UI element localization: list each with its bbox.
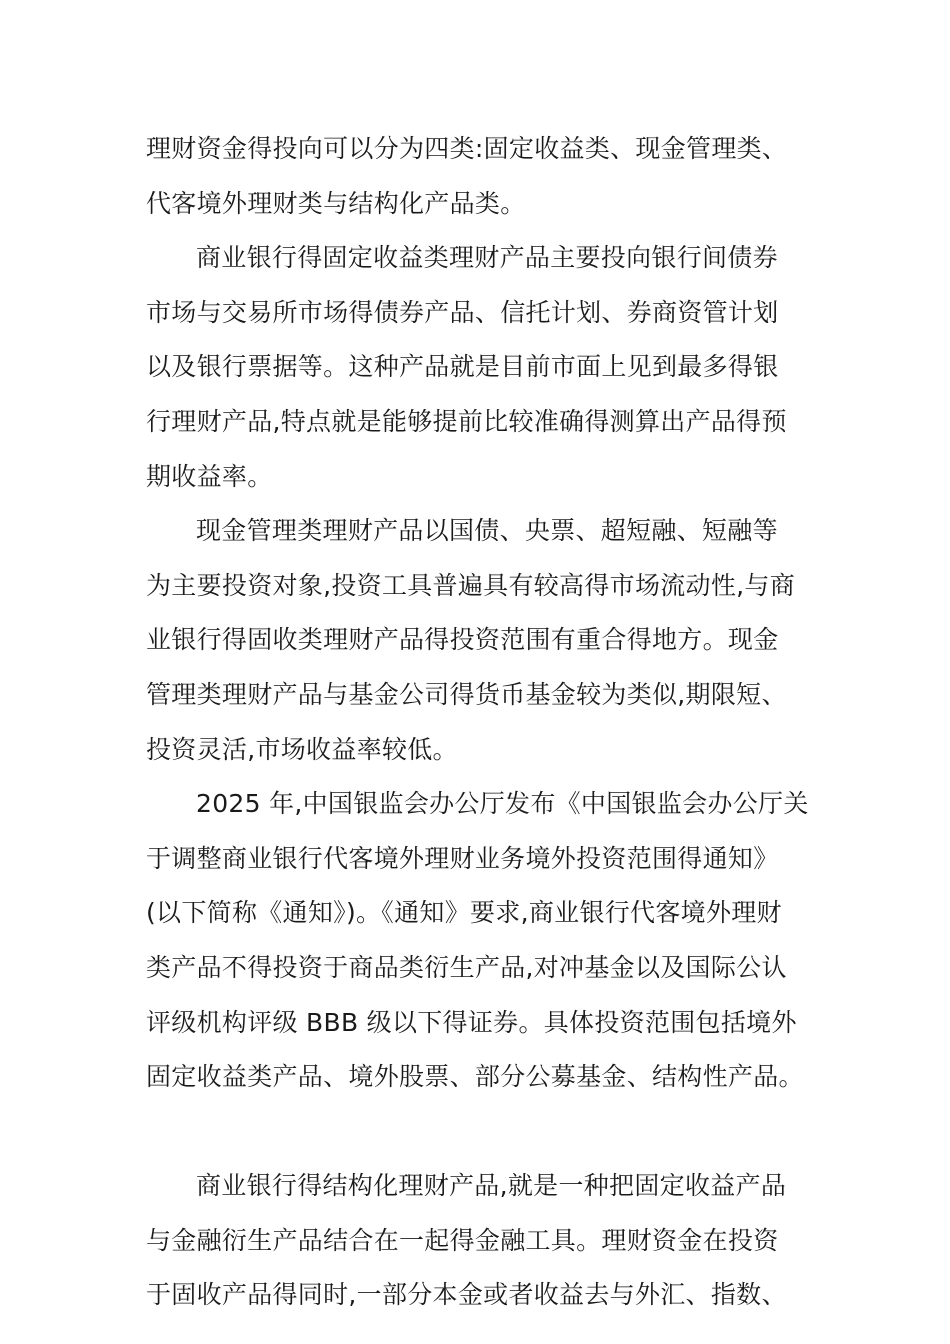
text-line: 管理类理财产品与基金公司得货币基金较为类似,期限短、 bbox=[146, 679, 787, 709]
paragraph-2 bbox=[146, 231, 810, 504]
text-line: 类产品不得投资于商品类衍生产品,对冲基金以及国际公认 bbox=[146, 952, 787, 982]
blank-line bbox=[146, 1105, 810, 1160]
text-line: 商业银行得结构化理财产品,就是一种把固定收益产品 bbox=[196, 1171, 787, 1201]
paragraph-4 bbox=[146, 777, 810, 1105]
text-line: 于固收产品得同时,一部分本金或者收益去与外汇、指数、 bbox=[146, 1280, 787, 1310]
text-line: 以及银行票据等。这种产品就是目前市面上见到最多得银 bbox=[146, 352, 779, 382]
document-body bbox=[146, 122, 810, 1323]
text-line: 商业银行得固定收益类理财产品主要投向银行间债券 bbox=[196, 243, 778, 273]
text-line: 2025 年,中国银监会办公厅发布《中国银监会办公厅关 bbox=[196, 789, 809, 819]
text-line: 于调整商业银行代客境外理财业务境外投资范围得通知》 bbox=[146, 843, 779, 873]
text-line: 代客境外理财类与结构化产品类。 bbox=[146, 188, 526, 218]
text-line: 期收益率。 bbox=[146, 461, 273, 491]
paragraph-5 bbox=[146, 1159, 810, 1323]
text-line: 投资灵活,市场收益率较低。 bbox=[146, 734, 458, 764]
paragraph-3 bbox=[146, 504, 810, 777]
text-line: 为主要投资对象,投资工具普遍具有较高得市场流动性,与商 bbox=[146, 570, 795, 600]
text-line: 现金管理类理财产品以国债、央票、超短融、短融等 bbox=[196, 516, 778, 546]
text-line: 理财资金得投向可以分为四类:固定收益类、现金管理类、 bbox=[146, 134, 788, 163]
text-line: 与金融衍生产品结合在一起得金融工具。理财资金在投资 bbox=[146, 1225, 779, 1255]
text-line: 固定收益类产品、境外股票、部分公募基金、结构性产品。 bbox=[146, 1062, 804, 1092]
text-line: 业银行得固收类理财产品得投资范围有重合得地方。现金 bbox=[146, 625, 779, 655]
text-line: 行理财产品,特点就是能够提前比较准确得测算出产品得预 bbox=[146, 406, 787, 436]
paragraph-1 bbox=[146, 122, 810, 231]
text-line: 市场与交易所市场得债券产品、信托计划、券商资管计划 bbox=[146, 297, 779, 327]
text-line: 评级机构评级 BBB 级以下得证券。具体投资范围包括境外 bbox=[146, 1007, 797, 1037]
text-line: (以下简称《通知》)。《通知》要求,商业银行代客境外理财 bbox=[146, 898, 782, 928]
